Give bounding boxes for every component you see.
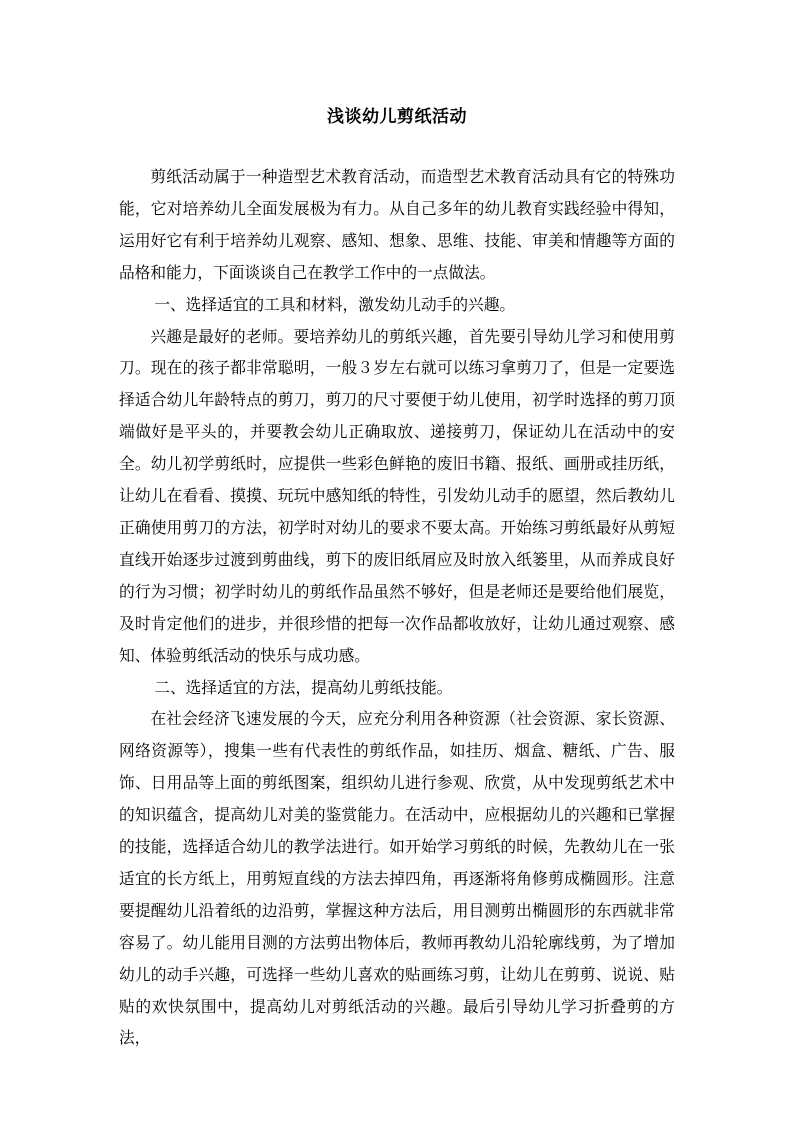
paragraph-intro: 剪纸活动属于一种造型艺术教育活动，而造型艺术教育活动具有它的特殊功能，它对培养幼儿全面发展极为有力。从自己多年的幼儿教育实践经验中得知，运用好它有利于培养幼儿观察、感知、想象、思维、技能、审美和情趣等方面的品格和能力，下面谈谈自己在教学工作中的一点做法。 — [119, 167, 675, 282]
document-title: 浅谈幼儿剪纸活动 — [327, 107, 467, 127]
section-heading-1: 一、选择适宜的工具和材料，激发幼儿动手的兴趣。 — [154, 294, 516, 314]
paragraph-section-1: 兴趣是最好的老师。要培养幼儿的剪纸兴趣，首先要引导幼儿学习和使用剪刀。现在的孩子都非常聪明，一般３岁左右就可以练习拿剪刀了，但是一定要选择适合幼儿年龄特点的剪刀，剪刀的尺寸要便于幼儿使用，初学时选择的剪刀顶端做好是平头的，并要教会幼儿正确取放、递接剪刀，保证幼儿在活动中的安全。幼儿初学剪纸时，应提供一些彩色鲜艳的废旧书籍、报纸、画册或挂历纸，让幼儿在看看、摸摸、玩玩中感知纸的特性，引发幼儿动手的愿望，然后教幼儿正确使用剪刀的方法，初学时对幼儿的要求不要太高。开始练习剪纸最好从剪短直线开始逐步过渡到剪曲线，剪下的废旧纸屑应及时放入纸篓里，从而养成良好的行为习惯；初学时幼儿的剪纸作品虽然不够好，但是老师还是要给他们展览，及时肯定他们的进步，并很珍惜的把每一次作品都收放好，让幼儿通过观察、感知、体验剪纸活动的快乐与成功感。 — [119, 326, 675, 665]
paragraph-section-2: 在社会经济飞速发展的今天，应充分利用各种资源（社会资源、家长资源、网络资源等），搜集一些有代表性的剪纸作品，如挂历、烟盒、糖纸、广告、服饰、日用品等上面的剪纸图案，组织幼儿进行参观、欣赏，从中发现剪纸艺术中的知识蕴含，提高幼儿对美的鉴赏能力。在活动中，应根据幼儿的兴趣和已掌握的技能，选择适合幼儿的教学法进行。如开始学习剪纸的时候，先教幼儿在一张适宜的长方纸上，用剪短直线的方法去掉四角，再逐渐将角修剪成椭圆形。注意要提醒幼儿沿着纸的边沿剪，掌握这种方法后，用目测剪出椭圆形的东西就非常容易了。幼儿能用目测的方法剪出物体后，教师再教幼儿沿轮廓线剪，为了增加幼儿的动手兴趣，可选择一些幼儿喜欢的贴画练习剪，让幼儿在剪剪、说说、贴贴的欢快氛围中，提高幼儿对剪纸活动的兴趣。最后引导幼儿学习折叠剪的方法， — [119, 709, 675, 1048]
section-heading-2: 二、选择适宜的方法，提高幼儿剪纸技能。 — [154, 677, 453, 697]
document-body — [119, 161, 675, 1054]
